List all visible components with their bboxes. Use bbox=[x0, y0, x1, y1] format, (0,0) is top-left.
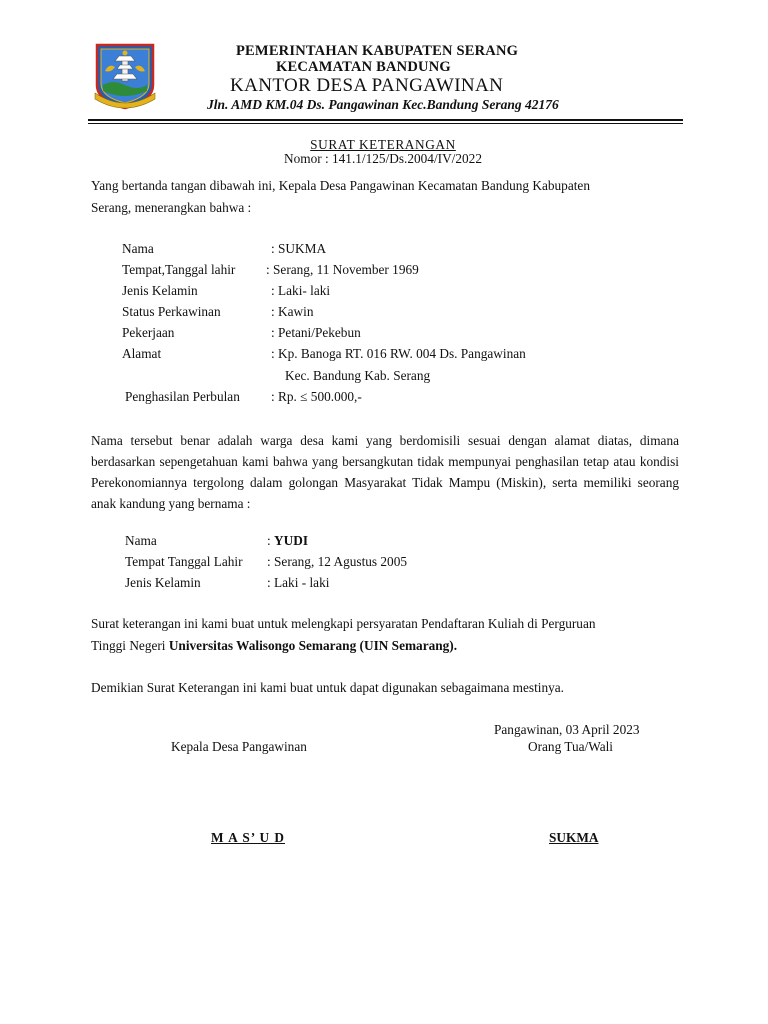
body-paragraph: Nama tersebut benar adalah warga desa kami yang berdomisili sesuai dengan alamat diatas, dimana berdasarkan sepengetahuan kami bahwa yang bersangkutan tidak mempunyai penghasilan tetap atau kondisi Perekonomiannya tergolong dalam golongan Masyarakat Tidak Mampu (Miskin), serta memiliki seorang anak kandung yang bernama : bbox=[91, 433, 679, 511]
document-title: SURAT KETERANGAN bbox=[310, 137, 456, 152]
document-number: Nomor : 141.1/125/Ds.2004/IV/2022 bbox=[284, 151, 482, 166]
regency-crest-icon bbox=[93, 41, 157, 111]
letterhead-office-name: KANTOR DESA PANGAWINAN bbox=[230, 75, 504, 96]
child-label: Jenis Kelamin bbox=[125, 575, 201, 590]
closing-statement: Demikian Surat Keterangan ini kami buat untuk dapat digunakan sebagaimana mestinya. bbox=[91, 680, 565, 695]
intro-line-2: Serang, menerangkan bahwa : bbox=[91, 200, 252, 215]
child-value: : Serang, 12 Agustus 2005 bbox=[267, 554, 407, 569]
person-label: Penghasilan Perbulan bbox=[125, 389, 240, 404]
person-value: : Serang, 11 November 1969 bbox=[266, 262, 419, 277]
letterhead-address: Jln. AMD KM.04 Ds. Pangawinan Kec.Bandung Serang 42176 bbox=[207, 97, 559, 112]
child-label: Tempat Tanggal Lahir bbox=[125, 554, 243, 569]
purpose-line-2: Tinggi Negeri Universitas Walisongo Semarang (UIN Semarang). bbox=[91, 638, 458, 653]
person-value: : Rp. ≤ 500.000,- bbox=[271, 389, 362, 404]
person-value: : SUKMA bbox=[271, 241, 327, 256]
person-label: Alamat bbox=[122, 346, 162, 361]
child-value: : Laki - laki bbox=[267, 575, 330, 590]
purpose-line-1: Surat keterangan ini kami buat untuk melengkapi persyaratan Pendaftaran Kuliah di Perguruan bbox=[91, 616, 596, 631]
letterhead-district-line: KECAMATAN BANDUNG bbox=[276, 59, 451, 75]
person-value: : Kawin bbox=[271, 304, 314, 319]
person-label: Tempat,Tanggal lahir bbox=[122, 262, 236, 277]
letterhead-rule-thick bbox=[88, 119, 683, 121]
person-label: Nama bbox=[122, 241, 154, 256]
letterhead-government-line: PEMERINTAHAN KABUPATEN SERANG bbox=[236, 43, 519, 59]
left-signatory-title: Kepala Desa Pangawinan bbox=[171, 739, 307, 754]
person-label: Jenis Kelamin bbox=[122, 283, 198, 298]
letterhead-rule-thin bbox=[88, 123, 683, 124]
right-signatory-title: Orang Tua/Wali bbox=[528, 739, 613, 754]
person-value: : Petani/Pekebun bbox=[271, 325, 361, 340]
intro-line-1: Yang bertanda tangan dibawah ini, Kepala Desa Pangawinan Kecamatan Bandung Kabupaten bbox=[91, 178, 590, 193]
person-value: Kec. Bandung Kab. Serang bbox=[285, 368, 431, 383]
child-label: Nama bbox=[125, 533, 157, 548]
right-signatory-name: SUKMA bbox=[549, 830, 599, 845]
child-value: : YUDI bbox=[267, 533, 309, 548]
place-date: Pangawinan, 03 April 2023 bbox=[494, 722, 640, 737]
person-value: : Kp. Banoga RT. 016 RW. 004 Ds. Pangawinan bbox=[271, 346, 526, 361]
person-label: Pekerjaan bbox=[122, 325, 175, 340]
person-label: Status Perkawinan bbox=[122, 304, 221, 319]
person-value: : Laki- laki bbox=[271, 283, 331, 298]
left-signatory-name: M A S’ U D bbox=[211, 830, 286, 845]
university-name: Universitas Walisongo Semarang (UIN Semarang). bbox=[168, 638, 458, 653]
